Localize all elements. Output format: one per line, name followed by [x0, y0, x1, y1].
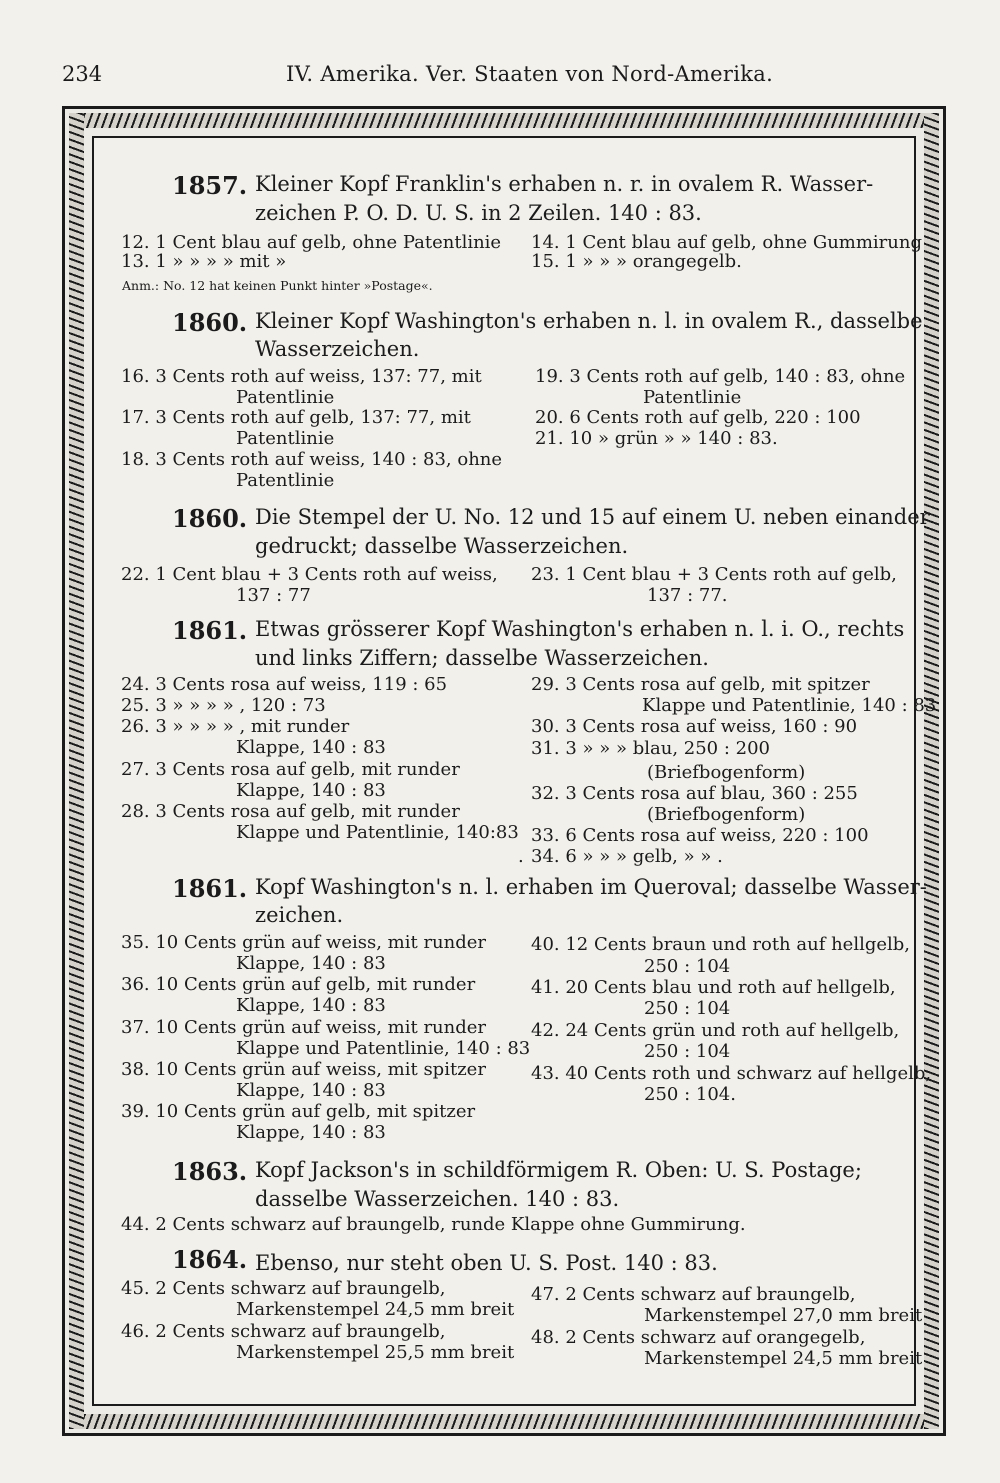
section-year-1861: 1861. [172, 616, 248, 645]
catalog-entry-continuation: Markenstempel 24,5 mm breit [644, 1348, 923, 1369]
section-year-1863: 1863. [172, 1157, 248, 1186]
section-year-1861: 1861. [172, 874, 248, 903]
catalog-entry: 16. 3 Cents roth auf weiss, 137: 77, mit [121, 366, 482, 387]
section-heading-line: zeichen. [255, 903, 344, 927]
catalog-entry: 47. 2 Cents schwarz auf braungelb, [531, 1284, 856, 1305]
catalog-entry: 34. 6 » » » gelb, » » . [531, 846, 723, 867]
catalog-entry: 32. 3 Cents rosa auf blau, 360 : 255 [531, 783, 858, 804]
catalog-entry: 29. 3 Cents rosa auf gelb, mit spitzer [531, 674, 870, 695]
catalog-entry: 18. 3 Cents roth auf weiss, 140 : 83, ohne [121, 449, 503, 470]
catalog-entry: 33. 6 Cents rosa auf weiss, 220 : 100 [531, 825, 869, 846]
section-heading-line: Wasserzeichen. [255, 337, 420, 361]
catalog-entry: 46. 2 Cents schwarz auf braungelb, [121, 1321, 446, 1342]
catalog-entry-continuation: Klappe, 140 : 83 [236, 995, 386, 1016]
section-heading-line: und links Ziffern; dasselbe Wasserzeichen. [255, 646, 709, 670]
catalog-entry-continuation: Markenstempel 25,5 mm breit [236, 1342, 515, 1363]
catalog-entry-continuation: Klappe, 140 : 83 [236, 1080, 386, 1101]
catalog-entry: 31. 3 » » » blau, 250 : 200 [531, 738, 770, 759]
catalog-entry: 45. 2 Cents schwarz auf braungelb, [121, 1278, 446, 1299]
section-heading-line: Kleiner Kopf Washington's erhaben n. l. in ovalem R., dasselbe [255, 309, 923, 333]
catalog-entry-continuation: 137 : 77 [236, 585, 311, 606]
catalog-entry: 23. 1 Cent blau + 3 Cents roth auf gelb, [531, 564, 897, 585]
catalog-entry-continuation: 250 : 104 [644, 998, 731, 1019]
catalog-entry: 15. 1 » » » orangegelb. [531, 251, 742, 272]
catalog-entry-continuation: Markenstempel 24,5 mm breit [236, 1299, 515, 1320]
catalog-entry: 35. 10 Cents grün auf weiss, mit runder [121, 932, 487, 953]
section-heading-line: Kleiner Kopf Franklin's erhaben n. r. in ovalem R. Wasser- [255, 172, 874, 196]
ornamental-band-top [69, 113, 939, 128]
catalog-entry-continuation: Klappe und Patentlinie, 140 : 83 [236, 1038, 531, 1059]
catalog-entry: 14. 1 Cent blau auf gelb, ohne Gummirung [531, 232, 922, 253]
catalog-entry-continuation: (Briefbogenform) [647, 762, 806, 783]
annotation-note: Anm.: No. 12 hat keinen Punkt hinter »Postage«. [122, 278, 433, 293]
catalog-entry: 30. 3 Cents rosa auf weiss, 160 : 90 [531, 716, 858, 737]
catalog-entry-continuation: 250 : 104 [644, 956, 731, 977]
catalog-entry: 41. 20 Cents blau und roth auf hellgelb, [531, 977, 896, 998]
catalog-entry: 12. 1 Cent blau auf gelb, ohne Patentlinie [121, 232, 502, 253]
catalog-entry-continuation: 250 : 104. [644, 1084, 736, 1105]
catalog-entry: 43. 40 Cents roth und schwarz auf hellgelb, [531, 1063, 932, 1084]
catalog-entry: 17. 3 Cents roth auf gelb, 137: 77, mit [121, 407, 471, 428]
section-heading-line: Kopf Washington's n. l. erhaben im Queroval; dasselbe Wasser- [255, 875, 927, 899]
section-year-1860: 1860. [172, 308, 248, 337]
catalog-entry-continuation: Markenstempel 27,0 mm breit [644, 1305, 923, 1326]
catalog-entry: 24. 3 Cents rosa auf weiss, 119 : 65 [121, 674, 448, 695]
catalog-entry-continuation: Patentlinie [236, 428, 335, 449]
catalog-entry-continuation: 250 : 104 [644, 1041, 731, 1062]
catalog-entry: 13. 1 » » » » mit » [121, 251, 287, 272]
catalog-entry: 25. 3 » » » » , 120 : 73 [121, 695, 326, 716]
catalog-entry-continuation: Klappe und Patentlinie, 140:83 [236, 822, 519, 843]
catalog-entry: 20. 6 Cents roth auf gelb, 220 : 100 [535, 407, 861, 428]
catalog-entry: 38. 10 Cents grün auf weiss, mit spitzer [121, 1059, 486, 1080]
catalog-entry-continuation: Klappe, 140 : 83 [236, 1122, 386, 1143]
catalog-entry-continuation: (Briefbogenform) [647, 804, 806, 825]
section-year-1864: 1864. [172, 1245, 248, 1274]
catalog-entry-continuation: Klappe, 140 : 83 [236, 737, 386, 758]
section-heading-line: gedruckt; dasselbe Wasserzeichen. [255, 534, 629, 558]
section-heading-line: zeichen P. O. D. U. S. in 2 Zeilen. 140 : 83. [255, 201, 702, 225]
running-title: IV. Amerika. Ver. Staaten von Nord-Amerika. [286, 62, 774, 86]
catalog-entry: 26. 3 » » » » , mit runder [121, 716, 350, 737]
catalog-entry: 37. 10 Cents grün auf weiss, mit runder [121, 1017, 487, 1038]
catalog-entry: 44. 2 Cents schwarz auf braungelb, runde Klappe ohne Gummirung. [121, 1214, 746, 1235]
catalog-entry-continuation: 137 : 77. [647, 585, 728, 606]
catalog-entry: 21. 10 » grün » » 140 : 83. [535, 428, 778, 449]
catalog-entry: 48. 2 Cents schwarz auf orangegelb, [531, 1327, 866, 1348]
section-year-1857: 1857. [172, 171, 248, 200]
section-heading-line: Etwas grösserer Kopf Washington's erhaben n. l. i. O., rechts [255, 617, 905, 641]
catalog-entry-continuation: Patentlinie [236, 387, 335, 408]
section-year-1860: 1860. [172, 504, 248, 533]
leader-dots: . [518, 846, 524, 867]
catalog-entry: 27. 3 Cents rosa auf gelb, mit runder [121, 759, 460, 780]
ornamental-band-left [69, 113, 84, 1429]
page-number: 234 [62, 62, 103, 86]
catalog-entry-continuation: Patentlinie [236, 470, 335, 491]
section-heading-line: Die Stempel der U. No. 12 und 15 auf einem U. neben einander [255, 505, 930, 529]
section-heading-line: Ebenso, nur steht oben U. S. Post. 140 : 83. [255, 1251, 718, 1275]
catalog-entry: 28. 3 Cents rosa auf gelb, mit runder [121, 801, 460, 822]
catalog-entry-continuation: Klappe, 140 : 83 [236, 953, 386, 974]
catalog-entry: 19. 3 Cents roth auf gelb, 140 : 83, ohne [535, 366, 906, 387]
catalog-entry: 36. 10 Cents grün auf gelb, mit runder [121, 974, 476, 995]
ornamental-band-right [924, 113, 939, 1429]
catalog-entry-continuation: Klappe und Patentlinie, 140 : 83 [642, 695, 937, 716]
section-heading-line: dasselbe Wasserzeichen. 140 : 83. [255, 1187, 620, 1211]
catalog-entry-continuation: Patentlinie [643, 387, 742, 408]
catalog-entry: 40. 12 Cents braun und roth auf hellgelb, [531, 934, 911, 955]
catalog-entry: 42. 24 Cents grün und roth auf hellgelb, [531, 1020, 900, 1041]
catalog-entry: 39. 10 Cents grün auf gelb, mit spitzer [121, 1101, 476, 1122]
catalog-entry: 22. 1 Cent blau + 3 Cents roth auf weiss, [121, 564, 498, 585]
ornamental-band-bottom [69, 1414, 939, 1429]
catalog-entry-continuation: Klappe, 140 : 83 [236, 780, 386, 801]
section-heading-line: Kopf Jackson's in schildförmigem R. Oben: U. S. Postage; [255, 1158, 862, 1182]
